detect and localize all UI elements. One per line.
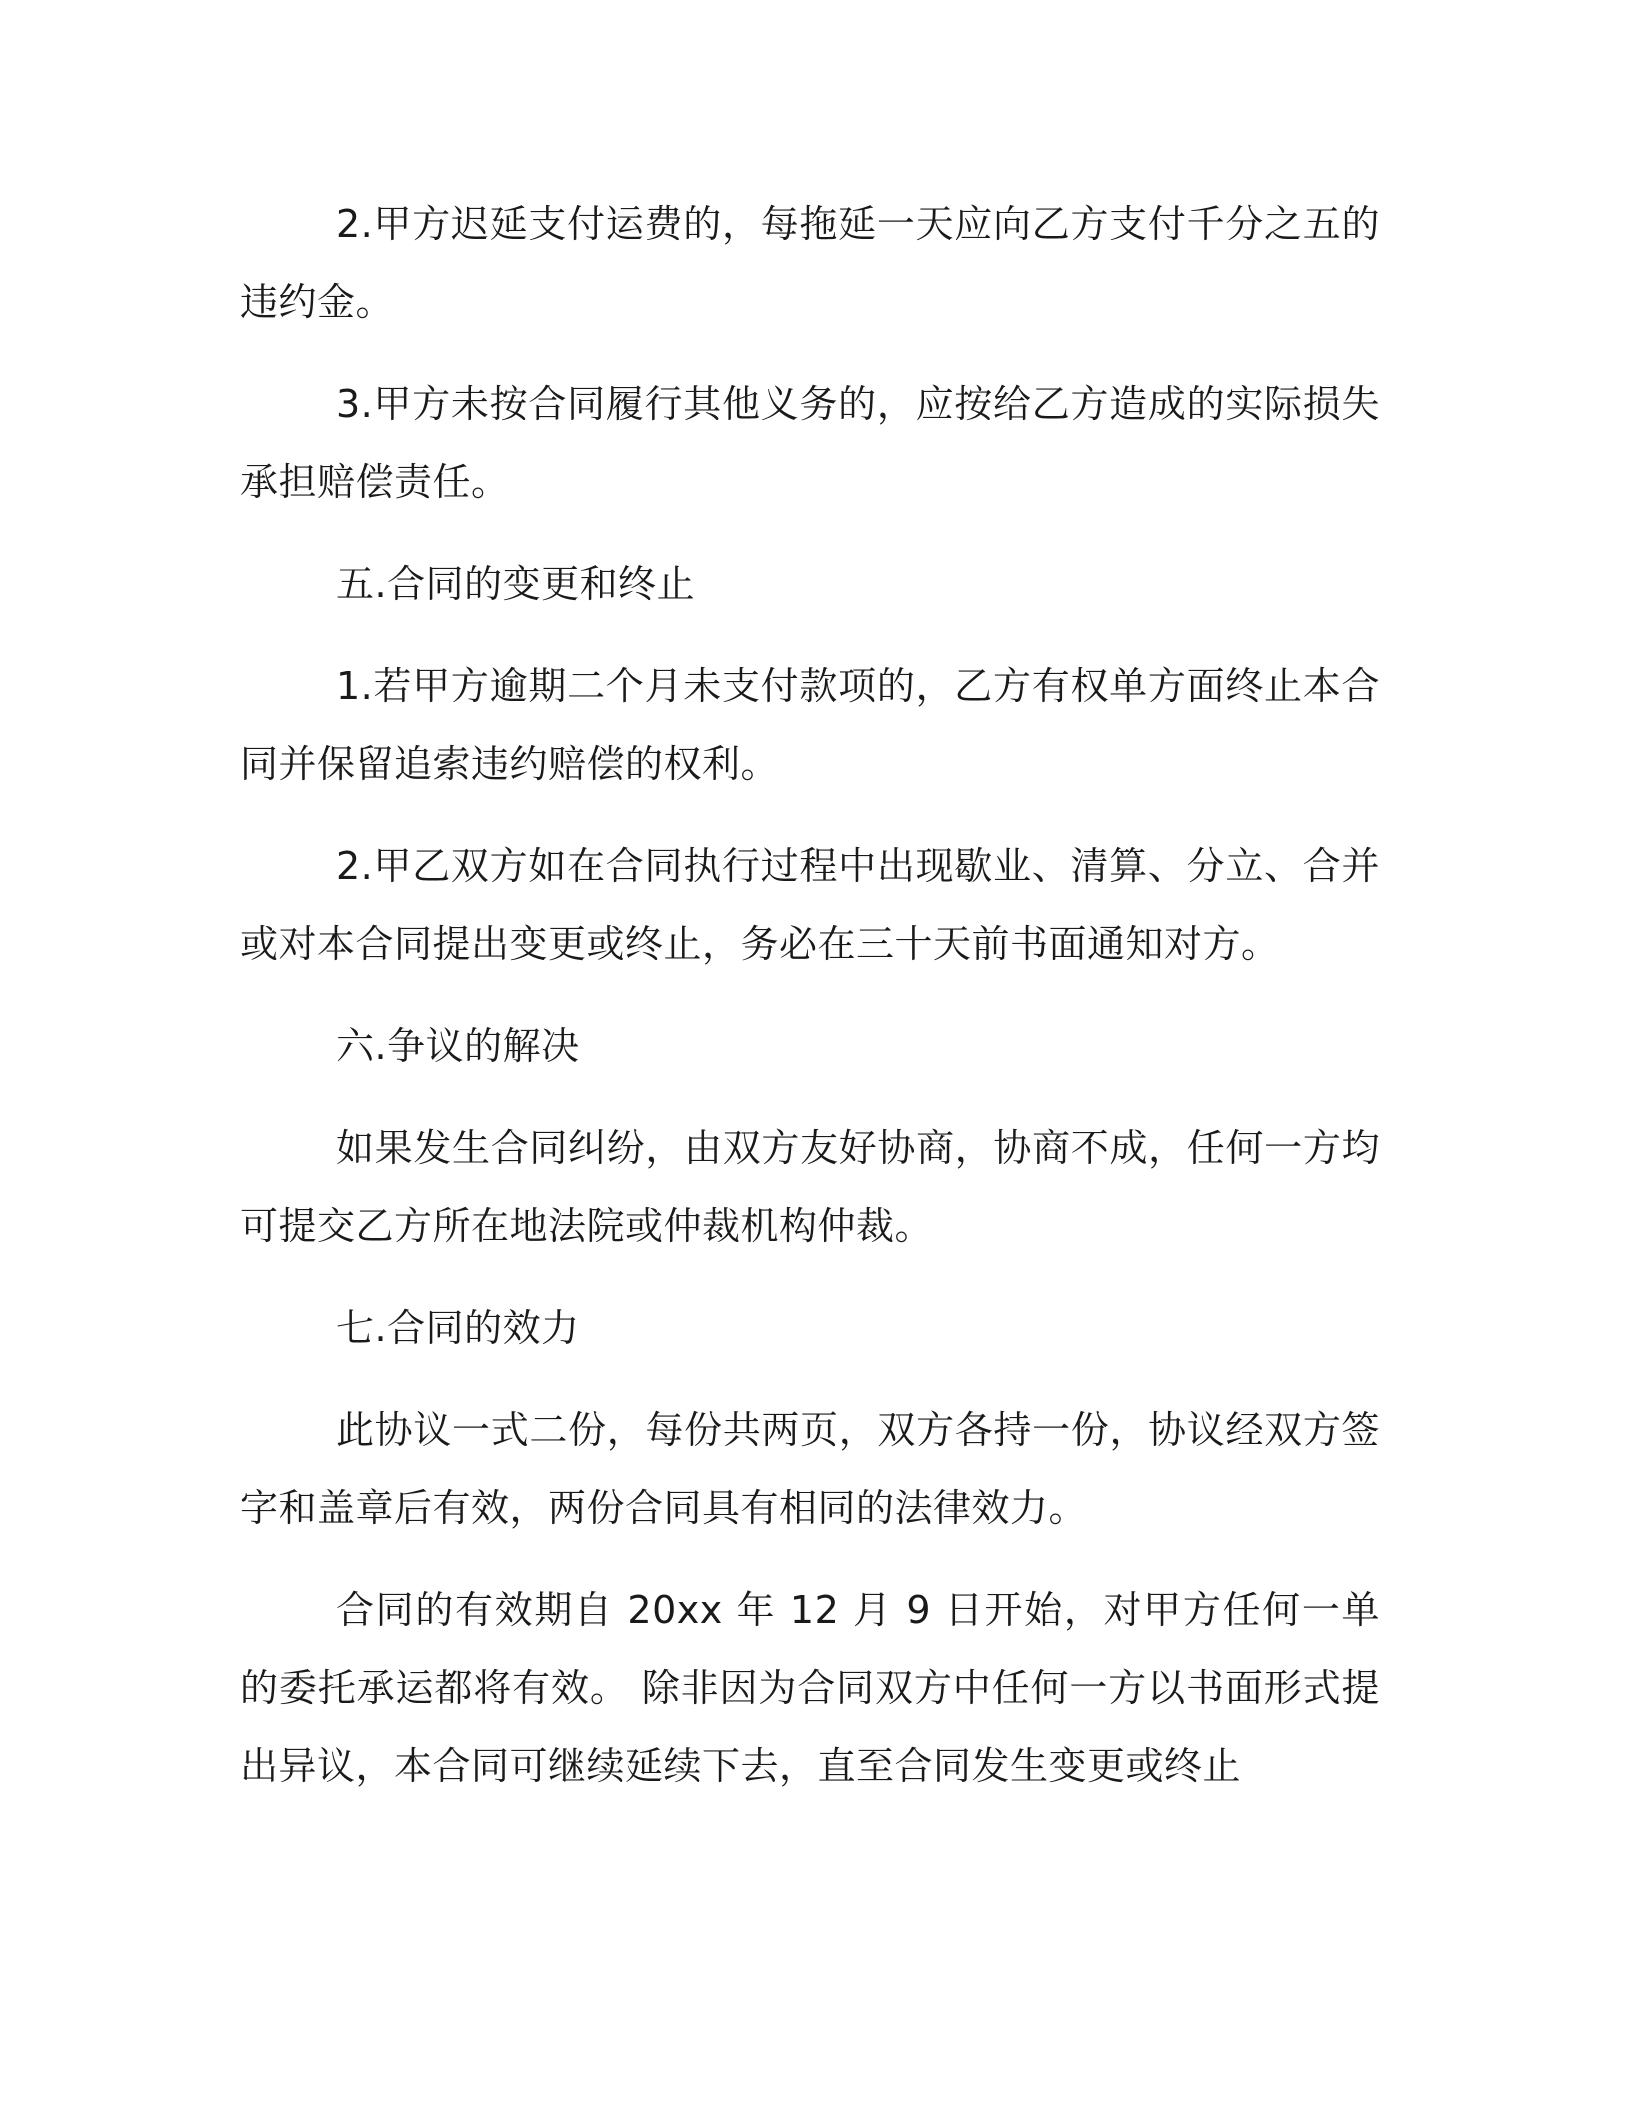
section-heading-dispute-resolution: 六.争议的解决 bbox=[336, 1024, 580, 1068]
clause-dispute-arbitration: 如果发生合同纠纷，由双方友好协商，协商不成，任何一方均可提交乙方所在地法院或仲裁机构仲裁。 bbox=[240, 1126, 1380, 1248]
section-heading-change-termination: 五.合同的变更和终止 bbox=[336, 562, 696, 606]
clause-other-obligations-liability: 3.甲方未按合同履行其他义务的，应按给乙方造成的实际损失承担赔偿责任。 bbox=[240, 382, 1380, 504]
clause-copies-and-signatures: 此协议一式二份，每份共两页，双方各持一份，协议经双方签字和盖章后有效，两份合同具有相同的法律效力。 bbox=[240, 1408, 1380, 1530]
clause-overdue-termination-right: 1.若甲方逾期二个月未支付款项的，乙方有权单方面终止本合同并保留追索违约赔偿的权利。 bbox=[240, 664, 1380, 786]
clause-notice-of-change: 2.甲乙双方如在合同执行过程中出现歇业、清算、分立、合并或对本合同提出变更或终止，务必在三十天前书面通知对方。 bbox=[240, 844, 1380, 966]
document-body bbox=[240, 185, 1380, 1829]
clause-late-payment-penalty: 2.甲方迟延支付运费的，每拖延一天应向乙方支付千分之五的违约金。 bbox=[240, 202, 1380, 324]
section-heading-contract-validity: 七.合同的效力 bbox=[336, 1306, 580, 1350]
clause-validity-period: 合同的有效期自 20xx 年 12 月 9 日开始，对甲方任何一单的委托承运都将有效。 除非因为合同双方中任何一方以书面形式提出异议，本合同可继续延续下去，直至合同发生变更或终止 bbox=[240, 1588, 1380, 1788]
